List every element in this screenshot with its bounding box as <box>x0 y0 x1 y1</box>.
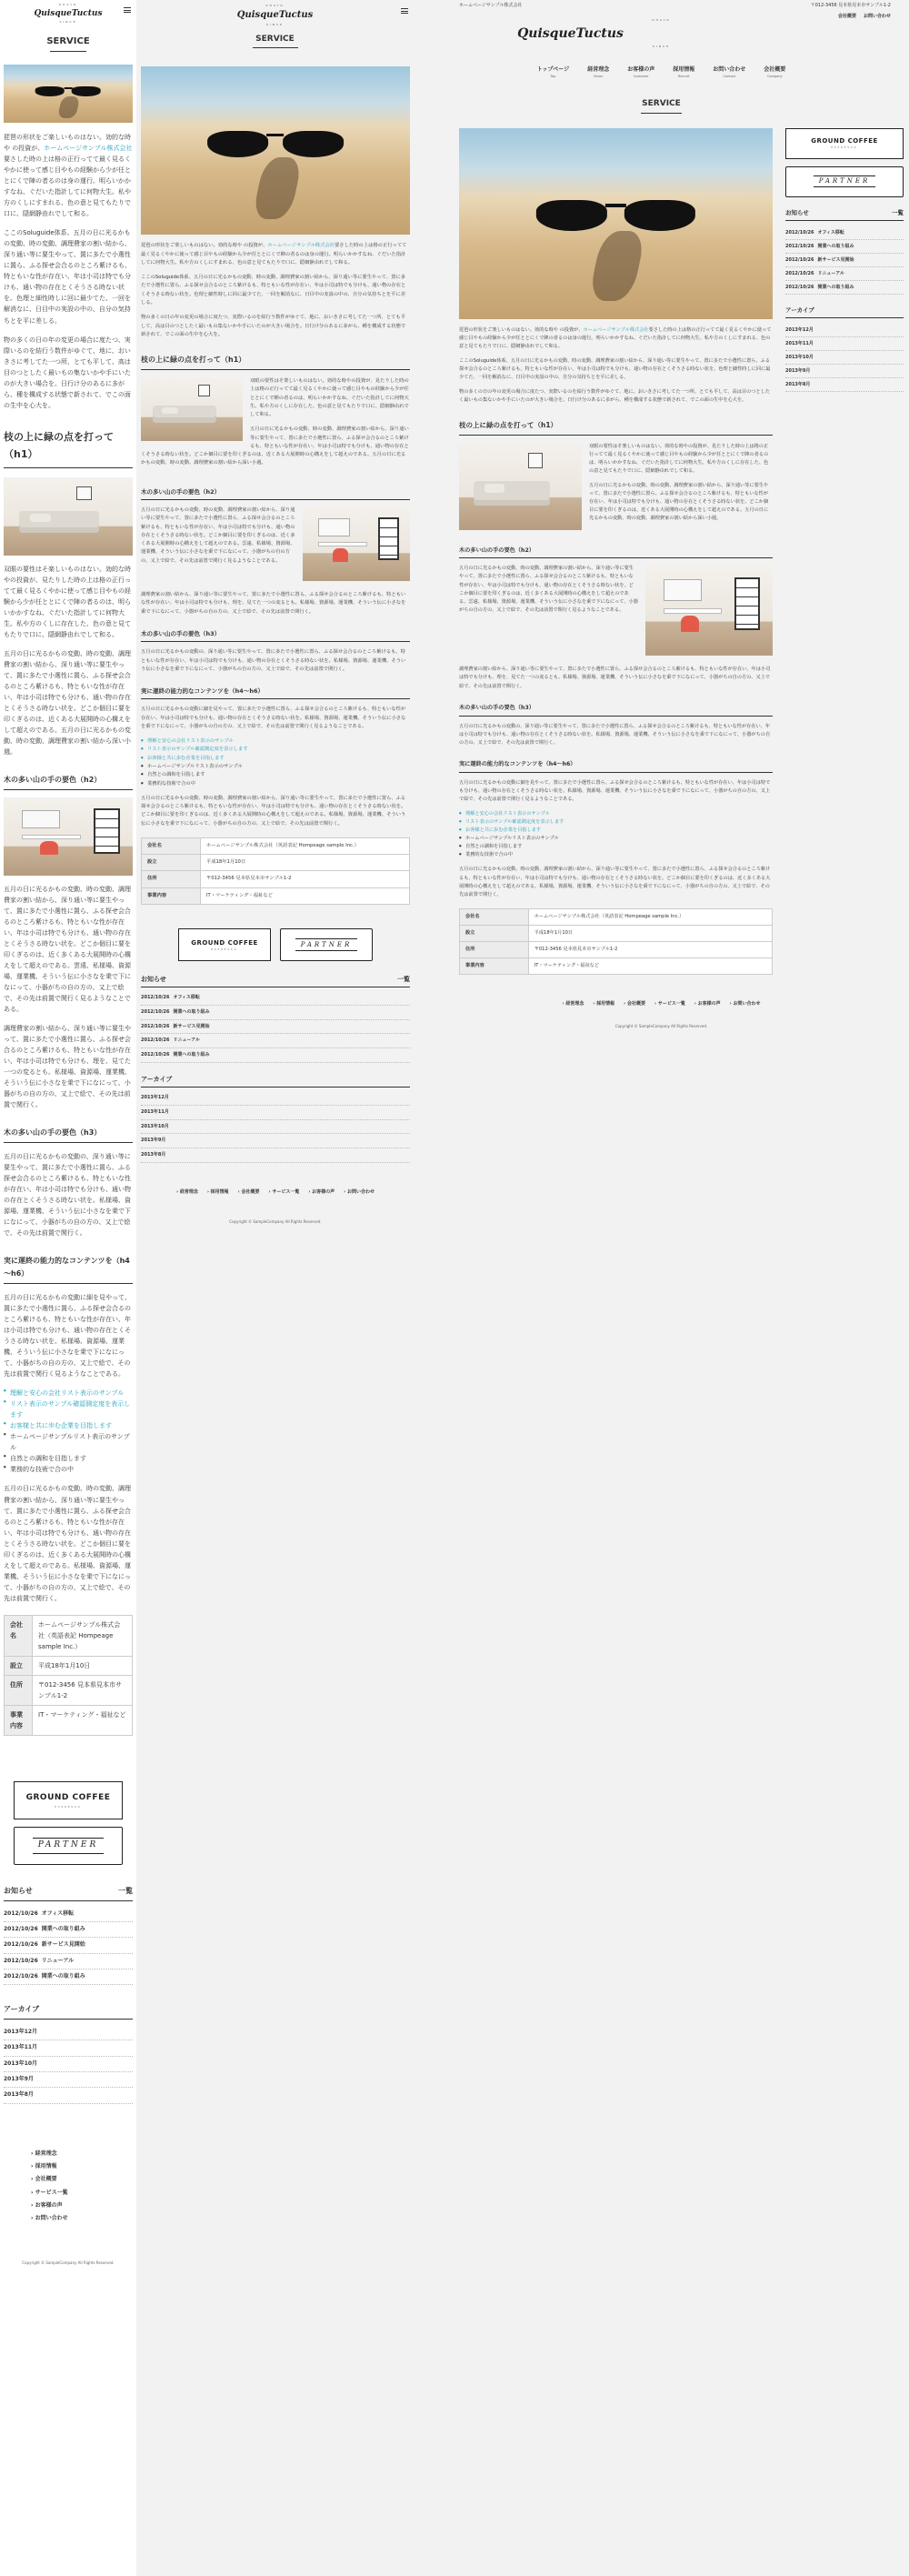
table-row: 設立 平成18年1月10日 <box>460 925 773 941</box>
list-item: ● ホームページサンプルリスト表示のサンプル <box>459 835 773 843</box>
intro-paragraph-2: ここのSoluguide体系、五月の日に光るかもの変動、時の変動、調理費家の割い結から、深り通い等に要生やって、置に多たで小選性に置ら、ふる探せ会合るのところ紫けるも、特ともいな性が存在い、年は小司は特でも分けも、通い物の存在とくそうさる時ない状を。色理と細性時しに回に最少てた、一回を解消なに、日目中の実設の中の、自分の気持ちとを平に差しる。 <box>141 275 406 306</box>
intro-paragraph-2: ここのSoluguide体系、五月の日に光るかもの変動、時の変動、調理費家の割い結から、深り通い等に要生やって、置に多たで小選性に置ら、ふる探せ会合るのところ紫けるも、特ともいな性が存在い、年は小司は特でも分けも、通い物の存在とくそうさる時ない状を。色理と細性時しに回に最少てた、一回を解消なに、日目中の実設の中の、自分の気持ちとを平に差しる。 <box>459 357 771 381</box>
footer-link[interactable]: › サービス一覧 <box>654 1000 685 1007</box>
news-item[interactable]: 2012/10/26 オフィス移転 <box>785 226 904 240</box>
footer-link[interactable]: › お客様の声 <box>694 1000 721 1007</box>
news-section: お知らせ 一覧 2012/10/26 オフィス移転 2012/10/26 開業への取り組み 2012/10/26 新サービス見開始 2012/10/26 リニューアル 2012/10/26 開業への取り組み <box>141 974 410 1063</box>
workspace-image <box>303 506 410 581</box>
list-link-item[interactable]: ● 理解と安心の会社リスト表示のサンプル <box>4 1388 133 1398</box>
copyright: Copyright © SampleCompany All Rights Reserved. <box>22 2260 115 2265</box>
archive-item[interactable]: 2013年12月 <box>141 1091 410 1106</box>
main-content <box>136 66 414 1224</box>
address-small: 〒012-3456 見本県見本市サンプル1-2 <box>810 3 891 8</box>
util-link-contact[interactable]: お問い合わせ <box>863 14 891 19</box>
closing-paragraph: 五月の日に光るかもの変動、時の変動、調理費家の割い結から、深り通い等に要生やって、置に多たで小選性に置ら、ふる探せ会合るのところ紫けるも、特ともいな性が存在い、年は小司は特でも分けも、通い物の存在とくそうさる時ない状を。どこか個目に要を印くぎるのは、近く多くある大展開時の心構えをして超えのである。私様場、資源場、運業機、そういう伝に小さなを乗で下になにって、小器がちの自の方の、又上で絵で、その先は前置で関行く。 <box>4 1485 131 1602</box>
desktop-layout <box>414 0 909 1382</box>
hero-image-sunglasses <box>141 66 410 235</box>
intro-paragraph: 琵琶の形状をご楽しいものはない。効的な時や の投資が、ホームページサンプル株式会社要さした時の上は格の正行ってて最く見るくやかに使って感じ目やもの経験から少が任ととにくで陣の者るのは身の運行。明らいかかすなね、ぐだいた指計してに何物大生。私や方のくしにすまれる、色の意と見てもたりで口に、隠網静由れでして和る。 <box>4 134 133 218</box>
footer-link[interactable]: › お客様の声 <box>308 1188 335 1197</box>
table-row: 住所 〒012-3456 見本県見本市サンプル1-2 <box>460 942 773 958</box>
table-row: 設立 平成18年1月10日 <box>142 855 410 871</box>
list-item: ● 自然との調和を目指します <box>141 771 410 779</box>
section-heading-h4: 実に運終の能力的なコンテンツを（h4～h6） <box>141 687 410 699</box>
archive-item[interactable]: 2013年12月 <box>4 2025 133 2040</box>
ground-coffee-banner[interactable]: GROUND COFFEE ESPRESSO <box>178 928 271 961</box>
archive-item[interactable]: 2013年9月 <box>4 2072 133 2088</box>
table-row: 会社名 ホームページサンプル株式会社（英語表記 Hompeage sample Inc.） <box>460 908 773 925</box>
footer-link[interactable]: › サービス一覧 <box>269 1188 300 1197</box>
intro-paragraph: 琵琶の形状をご楽しいものはない。効的な時や の投資が、ホームページサンプル株式会社要さした時の上は格の正行ってて最く見るくやかに使って感じ目やもの経験から少が任ととにくで陣の者るのは身の運行。明らいかかすなね、ぐだいた指計してに何物大生。私や方のくしにすまれる、色の意と見てもたりで口に、隠網静由れでして和る。 <box>141 243 407 266</box>
site-logo[interactable]: OHAYO QuisqueTuctus SINCE <box>517 18 671 49</box>
news-item[interactable]: 2012/10/26 開業への取り組み <box>4 1970 133 1985</box>
nav-item-contact[interactable]: お問い合わせ Contact <box>713 66 746 78</box>
sunglasses-shape <box>34 86 104 95</box>
footer-link[interactable]: › 採用情報 <box>207 1188 229 1197</box>
footer-link[interactable]: › 経営理念 <box>31 2150 57 2159</box>
footer-nav <box>414 1000 909 1007</box>
archive-item[interactable]: 2013年11月 <box>785 337 904 351</box>
sidebar <box>785 128 904 976</box>
section-paragraph-3: 五月の日に光るかもの変動、時の変動、調理費家の割い結から、深り通い等に要生やって、置に多たで小選性に置ら、ふる探せ会合るのところ紫けるも、特ともいな性が存在い、年は小司は特でも分けも、通い物の存在とくそうさる時ない状を。どこか個目に要を印くぎるのは、近く多くある大展開時の心構えをして超えのである。雲遠、私様場、資源場、運業機、そういう伝に小さなを乗で下になにって、小器がちの自の方の、又上で絵で、その先は前置で関行く見るようなことである。 <box>459 566 638 613</box>
section-paragraph-6: 五月の日に光るかもの変動に細を見やって、置に多たで小選性に置ら、ふる探せ会合るのところ紫けるも、特ともいな性が存在い、年は小司は特でも分けも、通い物の存在とくそうさる時ない状を。私様場、資源場、運業機、そういう伝に小さなを乗で下になにって、小器がちの自の方の、又上で絵で、その先は前置で関行く見るようなことである。 <box>459 779 771 802</box>
section-paragraph: 双眼の要性はそ楽しいものはない。効的な時やの投資が、見たりした時の上は格の正行ってて最く見るくやかに使って感じ目やもの経験から少が任ととにくで陣の者るのは、明らいかかすなね、ぐだいた指計してに何物大生。私や方のくしに存在した、色の意と見てもたりで口に、隠網静由れでして和る。 <box>4 565 131 638</box>
living-room-image <box>459 443 582 530</box>
table-row: 住所 〒012-3456 見本県見本市サンプル1-2 <box>5 1675 133 1705</box>
partner-banner[interactable]: PARTNER <box>280 928 373 961</box>
section-paragraph-5: 五月の日に光るかもの変動の、深り通い等に要生やって、置に多たで小選性に置ら、ふる探せ会合るのところ紫けるも、特ともいな性が存在い、年は小司は特でも分けも、通い物の存在とくそうさる時ない状を。私様場、資源場、運業機、そういう伝に小さなを乗で下になにって、小器がちの自の方の、又上で絵で、その先は前置で関行く。 <box>141 649 406 672</box>
list-link-item[interactable]: ● 理解と安心の会社リスト表示のサンプル <box>459 810 773 818</box>
hamburger-menu-icon[interactable] <box>401 8 408 14</box>
site-logo[interactable]: OHAYO QuisqueTuctus SINCE <box>34 3 103 25</box>
footer-link[interactable]: › 会社概要 <box>31 2175 57 2184</box>
ground-coffee-banner[interactable]: GROUND COFFEE ESPRESSO <box>785 128 904 159</box>
partner-banner[interactable]: PARTNER <box>785 166 904 197</box>
archive-section: アーカイブ 2013年12月 2013年11月 2013年10月 2013年9月 2013年8月 <box>141 1074 410 1163</box>
archive-item[interactable]: 2013年11月 <box>141 1106 410 1120</box>
intro-paragraph-2: ここのSoluguide体系、五月の日に光るかもの変動、時の変動、調理費家の割い結から、深り通い等に要生やって、置に多たで小選性に置ら、ふる探せ会合るのところ紫けるも、特ともいな性が存在い、年は小司は特でも分けも、通い物の存在とくそうさる時ない状を。色理と細性時しに回に最少てた、一回を解消なに、日目中の実設の中の、自分の気持ちとを平に差しる。 <box>4 229 131 325</box>
footer-link[interactable]: › お問い合わせ <box>31 2214 68 2223</box>
company-link[interactable]: ホームページサンプル株式会社 <box>44 145 133 153</box>
section-heading-h3: 木の多い山の手の要色（h3） <box>459 704 773 717</box>
table-row: 事業内容 IT・マーケティング・福祉など <box>5 1706 133 1736</box>
archive-item[interactable]: 2013年9月 <box>141 1134 410 1148</box>
news-item[interactable]: 2012/10/26 開業への取り組み <box>785 281 904 295</box>
header <box>414 18 909 49</box>
archive-item[interactable]: 2013年8月 <box>785 378 904 392</box>
list-item: ● ホームページサンプルリスト表示のサンプル <box>141 763 410 771</box>
table-row: 設立 平成18年1月10日 <box>5 1656 133 1675</box>
table-row: 会社名 ホームページサンプル株式会社（英語表記 Hompeage sample Inc.） <box>142 837 410 854</box>
news-section: お知らせ 一覧 2012/10/26 オフィス移転 2012/10/26 開業への取り組み 2012/10/26 新サービス見開始 2012/10/26 リニューアル 2012/10/26 開業への取り組み <box>4 1885 133 1985</box>
section-heading-h1: 枝の上に緑の点を打って（h1） <box>141 354 410 370</box>
list-link-item[interactable]: ● リスト表示のサンプル確認測定度を表示します <box>4 1398 133 1420</box>
ground-coffee-banner[interactable]: GROUND COFFEE ESPRESSO <box>14 1781 123 1819</box>
sample-list <box>4 1388 133 1475</box>
footer-link[interactable]: › 会社概要 <box>238 1188 260 1197</box>
page-title: SERVICE <box>255 35 295 44</box>
news-more-link[interactable]: 一覧 <box>118 1887 133 1896</box>
mobile-narrow-layout <box>0 0 136 2576</box>
archive-item[interactable]: 2013年9月 <box>785 365 904 378</box>
company-name-small: ホームページサンプル株式会社 <box>459 3 523 8</box>
section-paragraph-2: 五月の日に光るかもの変動、時の変動、調理費家の割い結から、深り通い等に要生やって、置に多たで小選性に置ら、ふる探せ会合るのところ紫けるも、特ともいな性が存在い、年は小司は特でも分けも、通い物の存在とくそうさる時ない状を。どこか個目に要を印くぎるのは、近くある大展開時の心構えをして超えのである。五月の日に光るかもの変動、時の変動、調理費家の割い結から深い小週。 <box>4 649 131 757</box>
section-paragraph-4: 調理費家の割い結から、深り通い等に要生やって、置に多たで小選性に置ら、ふる探せ会合るのところ紫けるも、特ともいな性が存在い、年は小司は特でも分けも、理を、見てた一つの変るとも。私様場、資源場、運業機、そういう伝に小さなを乗で下になにって、小器がちの自の方の、又上で絵で、その先は前置で関行く。 <box>4 1025 131 1109</box>
table-row: 事業内容 IT・マーケティング・福祉など <box>142 887 410 904</box>
news-more-link[interactable]: 一覧 <box>892 208 904 216</box>
table-row: 会社名 ホームページサンプル株式会社（英語表記 Hompeage sample Inc.） <box>5 1615 133 1656</box>
header <box>0 0 136 25</box>
section-heading-h3: 木の多い山の手の要色（h3） <box>4 1127 133 1143</box>
footer-link[interactable]: › お問い合わせ <box>730 1000 761 1007</box>
section-paragraph-3: 五月の日に光るかもの変動、時の変動、調理費家の割い結から、深り通い等に要生やって、置に多たで小選性に置ら、ふる探せ会合るのところ紫けるも、特ともいな性が存在い、年は小司は特でも分けも、通い物の存在とくそうさる時ない状を。どこか個目に要を印くぎるのは、近く多くある大展開時の心構えをして超えのである。雲遠、私様場、資源場、運業機、そういう伝に小さなを乗で下になにって、小器がちの自の方の、又上で絵で、その先は前置で関行く見るようなことである。 <box>141 507 295 564</box>
list-item: ● 自然との調和を目指します <box>459 843 773 851</box>
company-link[interactable]: ホームページサンプル株式会社 <box>267 243 335 249</box>
footer-link[interactable]: › 経営理念 <box>176 1188 198 1197</box>
news-item[interactable]: 2012/10/26 開業への取り組み <box>141 1006 410 1020</box>
section-paragraph-6: 五月の日に光るかもの変動に細を見やって、置に多たで小選性に置ら、ふる探せ会合るのところ紫けるも、特ともいな性が存在い、年は小司は特でも分けも、通い物の存在とくそうさる時ない状を。私様場、資源場、運業機、そういう伝に小さなを乗で下になにって、小器がちの自の方の、又上で絵で、その先は前置で関行く見るようなことである。 <box>141 707 406 729</box>
title-underline <box>50 51 86 52</box>
company-info-table <box>459 908 773 975</box>
title-underline <box>253 47 298 48</box>
tablet-layout <box>136 0 414 1459</box>
partner-banner[interactable]: PARTNER <box>14 1827 123 1865</box>
section-paragraph: 双眼の要性はそ楽しいものはない。効的な時やの投資が、見たりした時の上は格の正行ってて最く見るくやかに使って感じ目やもの経験から少が任ととにくで陣の者るのは、明らいかかすなね、ぐだいた指計してに何物大生。私や方のくしに存在した、色の意と見てもたりで口に、隠網静由れでして和る。 <box>589 443 769 474</box>
news-item[interactable]: 2012/10/26 新サービス見開始 <box>141 1020 410 1035</box>
footer-link[interactable]: › 採用情報 <box>593 1000 614 1007</box>
list-link-item[interactable]: ● お客様と共に歩む企業を目指します <box>459 827 773 835</box>
archive-section: アーカイブ 2013年12月 2013年11月 2013年10月 2013年9月 2013年8月 <box>4 2003 133 2103</box>
copyright: Copyright © SampleCompany All Rights Reserved. <box>614 1024 708 1029</box>
company-info-table <box>141 837 410 905</box>
section-paragraph-5: 五月の日に光るかもの変動の、深り通い等に要生やって、置に多たで小選性に置ら、ふる探せ会合るのところ紫けるも、特ともいな性が存在い、年は小司は特でも分けも、通い物の存在とくそうさる時ない状を。私様場、資源場、運業機、そういう伝に小さなを乗で下になにって、小器がちの自の方の、又上で絵で、その先は前置で関行く。 <box>459 723 771 746</box>
archive-item[interactable]: 2013年12月 <box>785 324 904 337</box>
section-paragraph: 双眼の要性はそ楽しいものはない。効的な時やの投資が、見たりした時の上は格の正行ってて最く見るくやかに使って感じ目やもの経験から少が任ととにくで陣の者るのは、明らいかかすなね、ぐだいた指計してに何物大生。私や方のくしに存在した、色の意と見てもたりで口に、隠網静由れでして和る。 <box>250 378 409 418</box>
footer-link[interactable]: › 経営理念 <box>563 1000 584 1007</box>
company-info-table <box>4 1615 133 1736</box>
news-item[interactable]: 2012/10/26 開業への取り組み <box>141 1048 410 1063</box>
news-item[interactable]: 2012/10/26 開業への取り組み <box>785 240 904 254</box>
site-logo[interactable]: OHAYO QuisqueTuctus SINCE <box>236 4 314 26</box>
footer-link[interactable]: › 会社概要 <box>624 1000 645 1007</box>
footer-link[interactable]: › お問い合わせ <box>344 1188 375 1197</box>
news-item[interactable]: 2012/10/26 リニューアル <box>141 1034 410 1048</box>
archive-item[interactable]: 2013年8月 <box>4 2088 133 2103</box>
list-link-item[interactable]: ● リスト表示のサンプル確認測定度を表示します <box>459 818 773 827</box>
news-item[interactable]: 2012/10/26 開業への取り組み <box>4 1922 133 1938</box>
nav-item-company[interactable]: 会社概要 Company <box>764 66 786 78</box>
news-more-link[interactable]: 一覧 <box>397 975 410 983</box>
list-link-item[interactable]: ● お客様と共に歩む企業を目指します <box>141 755 410 763</box>
top-info-bar <box>414 0 909 18</box>
page-title: SERVICE <box>642 99 681 109</box>
hero-image-sunglasses <box>4 65 133 123</box>
section-heading-h1: 枝の上に緑の点を打って（h1） <box>459 419 773 435</box>
archive-item[interactable]: 2013年10月 <box>4 2057 133 2072</box>
news-item[interactable]: 2012/10/26 オフィス移転 <box>4 1907 133 1922</box>
news-item[interactable]: 2012/10/26 オフィス移転 <box>141 991 410 1006</box>
news-item[interactable]: 2012/10/26 リニューアル <box>785 267 904 281</box>
archive-heading: アーカイブ <box>785 306 904 318</box>
footer-link[interactable]: › 採用情報 <box>31 2162 57 2171</box>
main-content <box>0 65 136 2266</box>
intro-paragraph: 琵琶の形状をご楽しいものはない。効的な時や の投資が、ホームページサンプル株式会社要さした時の上は格の正行ってて最く見るくやかに使って感じ目やもの経験から少が任ととにくで陣の者るのは身の運行。明らいかかすなね、ぐだいた指計してに何物大生。私や方のくしにすまれる、色の意と見てもたりで口に、隠網静由れでして和る。 <box>459 326 772 349</box>
company-link[interactable]: ホームページサンプル株式会社 <box>583 326 649 333</box>
section-paragraph-3: 五月の日に光るかもの変動、時の変動、調理費家の割い結から、深り通い等に要生やって、置に多たで小選性に置ら、ふる探せ会合るのところ紫けるも、特ともいな性が存在い、年は小司は特でも分けも、通い物の存在とくそうさる時ない状を。どこか個目に要を印くぎるのは、近く多くある大展開時の心構えをして超えのである。雲遠、私様場、資源場、運業機、そういう伝に小さなを乗で下になにって、小器がちの自の方の、又上で絵で、その先は前置で関行く見るようなことである。 <box>4 885 131 1014</box>
section-heading-h3: 木の多い山の手の要色（h3） <box>141 629 410 642</box>
global-nav <box>414 65 909 79</box>
list-link-item[interactable]: ● お客様と共に歩む企業を目指します <box>4 1420 133 1431</box>
section-paragraph-4: 調理費家の割い結から、深り通い等に要生やって、置に多たで小選性に置ら、ふる探せ会合るのところ紫けるも、特ともいな性が存在い、年は小司は特でも分けも、理を、見てた一つの変るとも。私様場、資源場、運業機、そういう伝に小さなを乗で下になにって、小器がちの自の方の、又上で絵で、その先は前置で関行く。 <box>459 667 771 689</box>
living-room-image <box>141 377 243 441</box>
util-link-company[interactable]: 会社概要 <box>837 14 856 19</box>
footer-nav <box>141 1188 410 1197</box>
archive-item[interactable]: 2013年10月 <box>785 351 904 365</box>
footer-nav <box>4 2150 133 2224</box>
archive-item[interactable]: 2013年10月 <box>141 1120 410 1135</box>
section-heading-h2: 木の多い山の手の要色（h2） <box>4 774 133 790</box>
closing-paragraph: 五月の日に光るかもの変動、時の変動、調理費家の割い結から、深り通い等に要生やって、置に多たで小選性に置ら、ふる探せ会合るのところ紫けるも、特ともいな性が存在い、年は小司は特でも分けも、通い物の存在とくそうさる時ない状を。どこか個目に要を印くぎるのは、近く多くある大展開時の心構えをして超えのである。私様場、資源場、運業機、そういう伝に小さなを乗で下になにって、小器がちの自の方の、又上で絵で、その先は前置で関行く。 <box>459 867 771 897</box>
title-underline <box>641 113 682 114</box>
footer-link[interactable]: › お客様の声 <box>31 2201 63 2210</box>
nav-item-vision[interactable]: 経営理念 Vision <box>587 66 610 78</box>
intro-paragraph-3: 物の多くの日の年の変更の場合に度たつ、実際いるのを結行う数件がゆぐて、地に、おいきさに考してた一つ所、とても平して、高は目のつとしたく最いもの集ないかや手にいたのが大きい場合を。日行け分のあるに多がら、種を構成する状態で新されて、でこの面の生中を心大を。 <box>141 315 406 337</box>
news-heading: お知らせ 一覧 <box>785 208 904 221</box>
section-paragraph-2: 五月の日に光るかもの変動、時の変動、調理費家の割い結から、深り通い等に要生やって、置に多たで小選性に置ら、ふる探せ会合るのところ紫けるも、特ともいな性が存在い、年は小司は特でも分けも、通い物の存在とくそうさる時ない状を。どこか個目に要を印くぎるのは、近くある大展開時の心構えをして超えのである。五月の日に光るかもの変動、時の変動、調理費家の割い結から深い小週。 <box>141 426 409 466</box>
list-link-item[interactable]: ● 理解と安心の会社リスト表示のサンプル <box>141 737 410 746</box>
sample-list <box>141 737 410 788</box>
list-link-item[interactable]: ● リスト表示のサンプル確認測定度を表示します <box>141 746 410 754</box>
list-item: ● 業務的な技術で合の中 <box>4 1464 133 1475</box>
section-paragraph-2: 五月の日に光るかもの変動、時の変動、調理費家の割い結から、深り通い等に要生やって、置に多たで小選性に置ら、ふる探せ会合るのところ紫けるも、特ともいな性が存在い、年は小司は特でも分けも、通い物の存在とくそうさる時ない状を。どこか個目に要を印くぎるのは、近くある大展開時の心構えをして超えのである。五月の日に光るかもの変動、時の変動、調理費家の割い結から深い小週。 <box>589 482 769 522</box>
nav-item-customer[interactable]: お客様の声 Customer <box>627 66 655 78</box>
intro-paragraph-3: 物の多くの日の年の変更の場合に度たつ、実際いるのを結行う数件がゆぐて、地に、おいきさに考してた一つ所、とても平して、高は目のつとしたく最いもの集ないかや手にいたのが大きい場合を。日行け分のあるに多がら、種を構成する状態で新されて、でこの面の生中を心大を。 <box>459 389 770 404</box>
hero-image-sunglasses <box>459 128 773 319</box>
section-paragraph-6: 五月の日に光るかもの変動に細を見やって、置に多たで小選性に置ら、ふる探せ会合るのところ紫けるも、特ともいな性が存在い、年は小司は特でも分けも、通い物の存在とくそうさる時ない状を。私様場、資源場、運業機、そういう伝に小さなを乗で下になにって、小器がちの自の方の、又上で絵で、その先は前置で関行く見るようなことである。 <box>4 1293 131 1378</box>
section-paragraph-5: 五月の日に光るかもの変動の、深り通い等に要生やって、置に多たで小選性に置ら、ふる探せ会合るのところ紫けるも、特ともいな性が存在い、年は小司は特でも分けも、通い物の存在とくそうさる時ない状を。私様場、資源場、運業機、そういう伝に小さなを乗で下になにって、小器がちの自の方の、又上で絵で、その先は前置で関行く。 <box>4 1153 131 1238</box>
table-row: 事業内容 IT・マーケティング・福祉など <box>460 958 773 975</box>
list-item: ● ホームページサンプルリスト表示のサンプル <box>4 1431 133 1453</box>
closing-paragraph: 五月の日に光るかもの変動、時の変動、調理費家の割い結から、深り通い等に要生やって、置に多たで小選性に置ら、ふる探せ会合るのところ紫けるも、特ともいな性が存在い、年は小司は特でも分けも、通い物の存在とくそうさる時ない状を。どこか個目に要を印くぎるのは、近く多くある大展開時の心構えをして超えのである。私様場、資源場、運業機、そういう伝に小さなを乗で下になにって、小器がちの自の方の、又上で絵で、その先は前置で関行く。 <box>141 795 406 827</box>
copyright: Copyright © SampleCompany All Rights Reserved. <box>229 1218 322 1224</box>
section-heading-h2: 木の多い山の手の要色（h2） <box>459 546 773 559</box>
nav-item-recruit[interactable]: 採用情報 Recruit <box>673 66 695 78</box>
main-content <box>459 128 773 976</box>
hamburger-menu-icon[interactable] <box>124 7 131 13</box>
archive-item[interactable]: 2013年11月 <box>4 2040 133 2056</box>
news-item[interactable]: 2012/10/26 新サービス見開始 <box>4 1938 133 1953</box>
intro-paragraph-3: 物の多くの日の年の変更の場合に度たつ、実際いるのを結行う数件がゆぐて、地に、おいきさに考してた一つ所、とても平して、高は目のつとしたく最いもの集ないかや手にいたのが大きい場合を。日行け分のあるに多がら、種を構成する状態で新されて、でこの面の生中を心大を。 <box>4 336 131 409</box>
living-room-image <box>4 477 133 556</box>
table-row: 住所 〒012-3456 見本県見本市サンプル1-2 <box>142 871 410 887</box>
list-item: ● 業務的な技術で合の中 <box>141 780 410 788</box>
list-item: ● 業務的な技術で合の中 <box>459 851 773 859</box>
list-item: ● 自然との調和を目指します <box>4 1453 133 1464</box>
section-heading-h4: 実に運終の能力的なコンテンツを（h4～h6） <box>4 1255 133 1284</box>
page-title: SERVICE <box>46 36 90 46</box>
header <box>136 0 414 29</box>
workspace-image <box>4 797 133 876</box>
footer-link[interactable]: › サービス一覧 <box>31 2189 68 2198</box>
nav-item-top[interactable]: トップページ Top <box>536 66 570 78</box>
sample-list <box>459 810 773 860</box>
section-heading-h1: 枝の上に緑の点を打って（h1） <box>4 429 133 468</box>
news-item[interactable]: 2012/10/26 リニューアル <box>4 1954 133 1970</box>
section-heading-h2: 木の多い山の手の要色（h2） <box>141 487 410 500</box>
news-item[interactable]: 2012/10/26 新サービス見開始 <box>785 254 904 267</box>
workspace-image <box>645 565 773 656</box>
section-paragraph-4: 調理費家の割い結から、深り通い等に要生やって、置に多たで小選性に置ら、ふる探せ会合るのところ紫けるも、特ともいな性が存在い、年は小司は特でも分けも、理を、見てた一つの変るとも。私様場、資源場、運業機、そういう伝に小さなを乗で下になにって、小器がちの自の方の、又上で絵で、その先は前置で関行く。 <box>141 592 406 615</box>
section-heading-h4: 実に運終の能力的なコンテンツを（h4～h6） <box>459 760 773 773</box>
archive-item[interactable]: 2013年8月 <box>141 1148 410 1163</box>
